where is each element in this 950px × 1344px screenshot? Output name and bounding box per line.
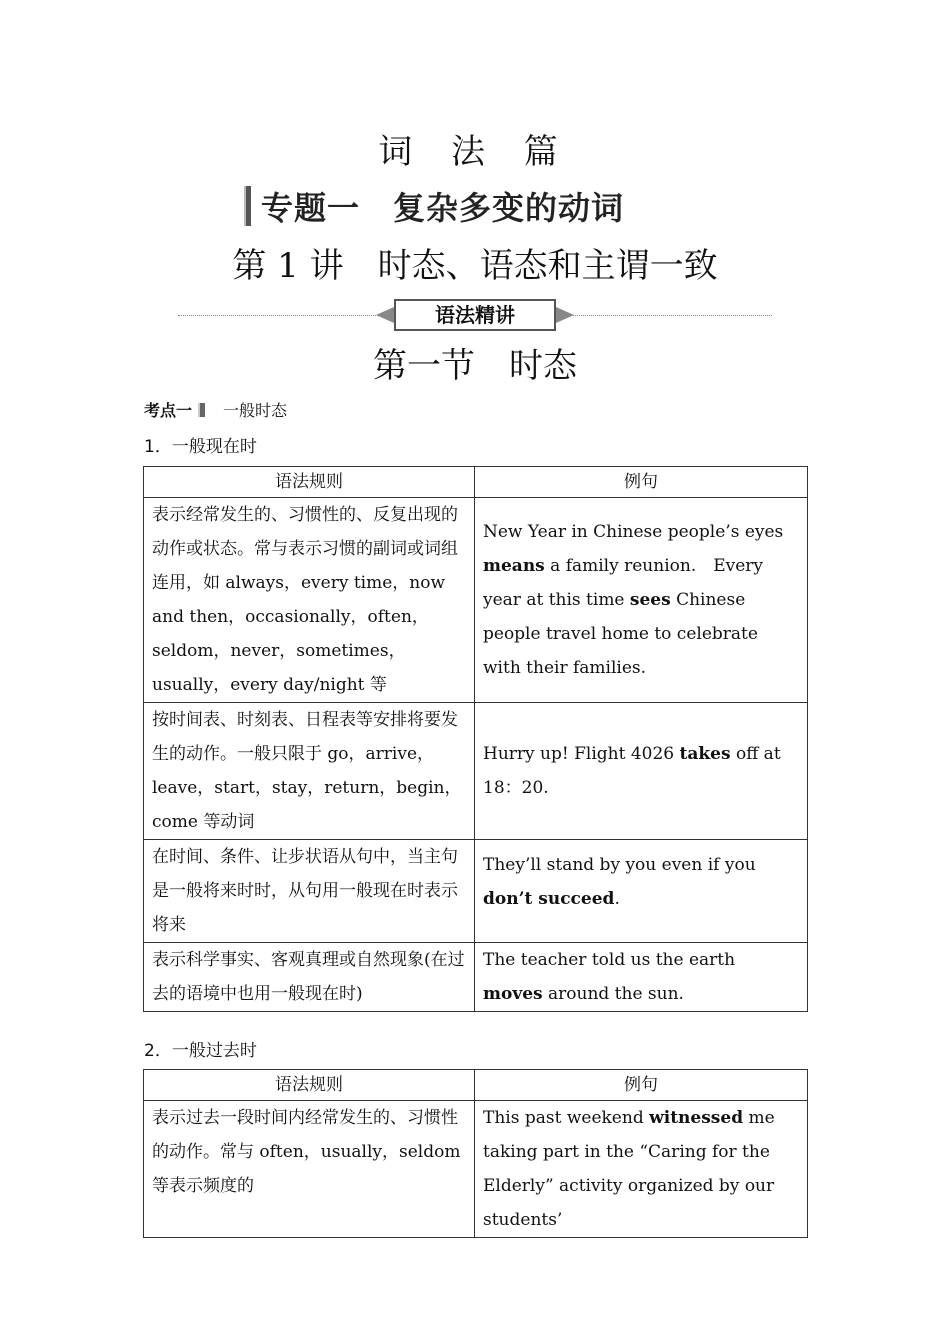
example-keyword: takes bbox=[679, 744, 731, 764]
example-cell bbox=[475, 840, 808, 943]
table-row bbox=[144, 498, 808, 703]
header-rule: 语法规则 bbox=[144, 1070, 475, 1101]
section-banner bbox=[376, 299, 574, 331]
example-keyword: don’t succeed bbox=[483, 889, 615, 909]
rule-cell: 在时间、条件、让步状语从句中，当主句是一般将来时时，从句用一般现在时表示将来 bbox=[144, 840, 475, 943]
example-cell bbox=[475, 1101, 808, 1238]
header-rule: 语法规则 bbox=[144, 467, 475, 498]
example-text: around the sun. bbox=[542, 984, 684, 1004]
kaodian-heading bbox=[144, 398, 287, 421]
table-header-row bbox=[144, 1070, 808, 1101]
subheading-present: 1．一般现在时 bbox=[144, 437, 257, 457]
table-header-row bbox=[144, 467, 808, 498]
example-text: a family reunion. Every year at this time bbox=[483, 556, 764, 610]
kaodian-title: 一般时态 bbox=[223, 401, 288, 420]
subheading-past: 2．一般过去时 bbox=[144, 1041, 257, 1061]
example-text: Chinese people travel home to celebrate with their families. bbox=[483, 590, 758, 678]
table-row bbox=[144, 703, 808, 840]
example-text: New Year in Chinese people’s eyes bbox=[483, 522, 784, 542]
part-title: 词 法 篇 bbox=[378, 132, 572, 172]
table-row bbox=[144, 943, 808, 1012]
table-row bbox=[144, 1101, 808, 1238]
example-text: The teacher told us the earth bbox=[483, 950, 736, 970]
rule-cell: 表示科学事实、客观真理或自然现象(在过去的语境中也用一般现在时) bbox=[144, 943, 475, 1012]
example-cell bbox=[475, 943, 808, 1012]
example-keyword: moves bbox=[483, 984, 543, 1004]
example-keyword: sees bbox=[629, 590, 671, 610]
topic-bar-icon bbox=[244, 186, 251, 226]
example-cell bbox=[475, 498, 808, 703]
example-text: . bbox=[614, 889, 620, 909]
table-row bbox=[144, 840, 808, 943]
example-text: Hurry up! Flight 4026 bbox=[483, 744, 680, 764]
section-title: 第一节 时态 bbox=[373, 346, 577, 386]
banner-left-arrow-icon bbox=[376, 307, 394, 323]
example-text: off at 18：20. bbox=[483, 744, 781, 798]
past-tense-table bbox=[143, 1069, 808, 1238]
example-text: me taking part in the “Caring for the Elderly” activity organized by our students’ bbox=[483, 1108, 775, 1230]
example-keyword: witnessed bbox=[649, 1108, 744, 1128]
header-example: 例句 bbox=[475, 1070, 808, 1101]
header-example: 例句 bbox=[475, 467, 808, 498]
topic-heading bbox=[244, 184, 624, 228]
rule-cell: 表示经常发生的、习惯性的、反复出现的动作或状态。常与表示习惯的副词或词组连用，如 always，every time，now and then，occasionally，often，seldom，never，sometimes，usually，every day/night 等 bbox=[144, 498, 475, 703]
kaodian-label: 考点一 bbox=[144, 401, 193, 420]
example-text: They’ll stand by you even if you bbox=[483, 855, 756, 875]
present-tense-table bbox=[143, 466, 808, 1012]
kaodian-mark-icon bbox=[198, 403, 205, 417]
rule-cell: 表示过去一段时间内经常发生的、习惯性的动作。常与 often，usually，seldom 等表示频度的 bbox=[144, 1101, 475, 1238]
banner-label: 语法精讲 bbox=[394, 299, 556, 331]
example-keyword: means bbox=[483, 556, 545, 576]
rule-cell: 按时间表、时刻表、日程表等安排将要发生的动作。一般只限于 go，arrive，leave，start，stay，return，begin，come 等动词 bbox=[144, 703, 475, 840]
example-text: This past weekend bbox=[483, 1108, 650, 1128]
example-cell bbox=[475, 703, 808, 840]
lecture-title: 第 1 讲 时态、语态和主谓一致 bbox=[232, 246, 718, 286]
banner-right-arrow-icon bbox=[556, 307, 574, 323]
topic-title: 专题一 复杂多变的动词 bbox=[261, 189, 625, 227]
